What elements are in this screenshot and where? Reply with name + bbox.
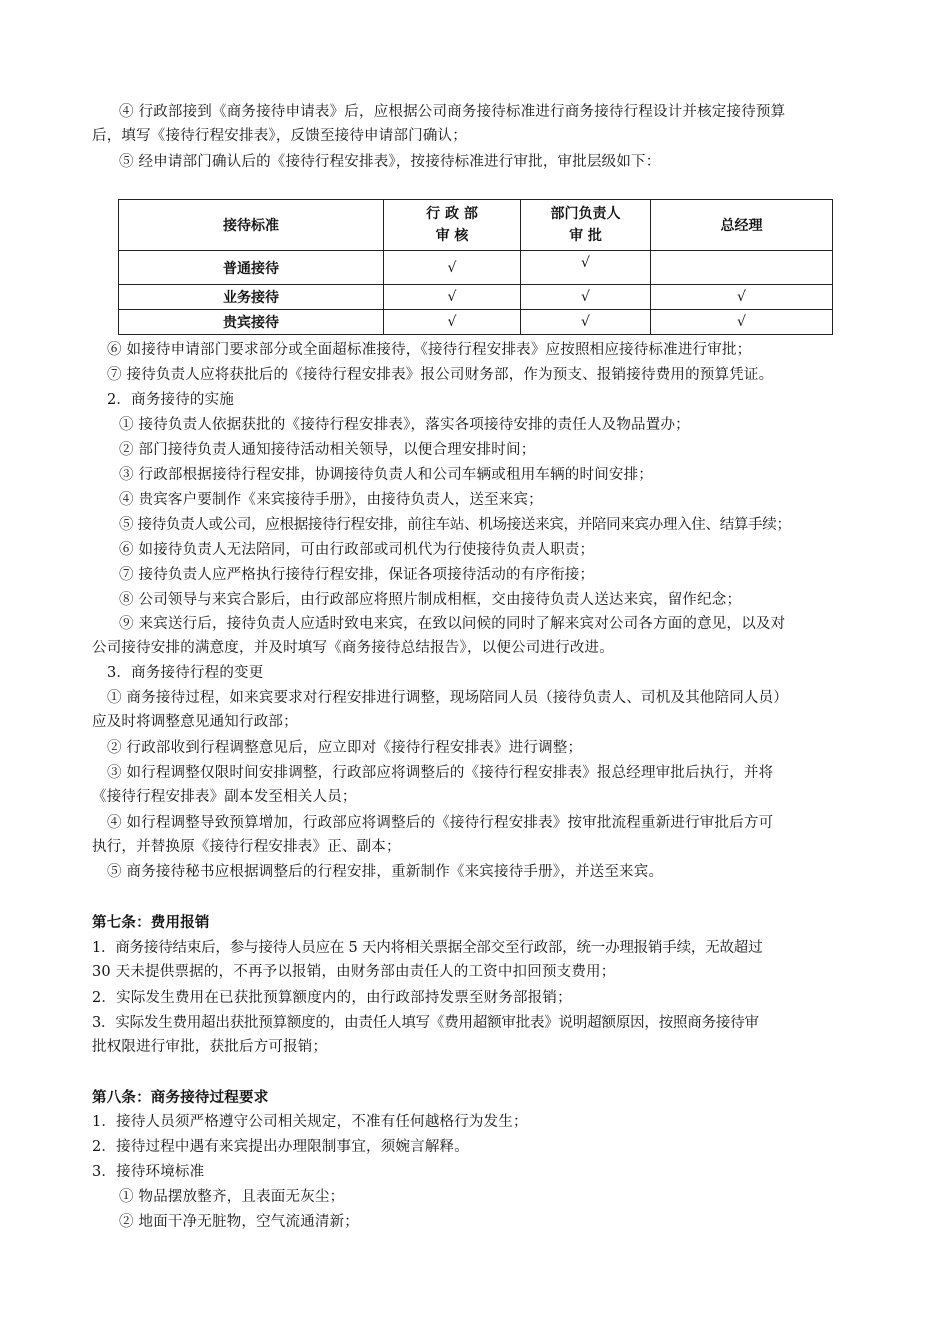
check-mark: √ [384,310,521,335]
check-mark [651,251,833,285]
check-mark: √ [651,285,833,310]
check-mark: √ [384,251,521,285]
list-item: ① 商务接待过程，如来宾要求对行程安排进行调整，现场陪同人员（接待负责人、司机及其他陪同人员） [107,690,789,706]
list-item: ⑨ 来宾送行后，接待负责人应适时致电来宾，在致以问候的同时了解来宾对公司各方面的意见，以及对 [119,616,786,632]
check-mark: √ [521,285,651,310]
list-item: 3．接待环境标准 [92,1164,205,1180]
list-item: ② 地面干净无脏物，空气流通清新； [119,1214,360,1230]
list-item: ④ 贵宾客户要制作《来宾接待手册》，由接待负责人，送至来宾； [119,492,543,508]
article-7-title: 第七条：费用报销 [92,915,210,931]
table-row [119,251,833,285]
check-mark: √ [521,251,651,285]
section-2-title: 2．商务接待的实施 [107,392,235,408]
list-item: ② 部门接待负责人通知接待活动相关领导，以便合理安排时间； [119,442,536,458]
header-dept-line2: 审 批 [569,228,602,244]
list-item: ⑤ 接待负责人或公司，应根据接待行程安排，前往车站、机场接送来宾，并陪同来宾办理入住、结算手续； [119,517,791,533]
list-item-continuation: 应及时将调整意见通知行政部； [92,714,298,730]
list-item: 2．接待过程中遇有来宾提出办理限制事宜，须婉言解释。 [92,1139,469,1155]
list-item: ③ 行政部根据接待行程安排，协调接待负责人和公司车辆或租用车辆的时间安排； [119,467,654,483]
paragraph-7: ⑦ 接待负责人应将获批后的《接待行程安排表》报公司财务部，作为预支、报销接待费用的预算凭证。 [107,367,774,383]
list-item: ⑤ 商务接待秘书应根据调整后的行程安排，重新制作《来宾接待手册》，并送至来宾。 [107,864,664,880]
table-row [119,285,833,310]
list-item: 1．接待人员须严格遵守公司相关规定，不准有任何越格行为发生； [92,1114,528,1130]
list-item: 1．商务接待结束后，参与接待人员应在 5 天内将相关票据全部交至行政部，统一办理报销手续，无故超过 [92,940,763,956]
list-item: ⑥ 如接待负责人无法陪同，可由行政部或司机代为行使接待负责人职责； [119,542,595,558]
list-item-continuation: 批权限进行审批，获批后方可报销； [92,1039,328,1055]
list-item: ② 行政部收到行程调整意见后，应立即对《接待行程安排表》进行调整； [107,740,583,756]
article-8-title: 第八条：商务接待过程要求 [92,1090,269,1106]
list-item: ③ 如行程调整仅限时间安排调整，行政部应将调整后的《接待行程安排表》报总经理审批后执行，并将 [107,765,774,781]
header-gm: 总经理 [651,200,833,251]
list-item: ① 接待负责人依据获批的《接待行程安排表》，落实各项接待安排的责任人及物品置办； [119,417,690,433]
header-admin [384,200,521,251]
approval-level-table [118,199,833,335]
list-item: ④ 如行程调整导致预算增加，行政部应将调整后的《接待行程安排表》按审批流程重新进行审批后方可 [107,815,774,831]
table-header-row [119,200,833,251]
header-admin-line2: 审 核 [435,228,469,244]
list-item-continuation: 《接待行程安排表》副本发至相关人员； [92,789,357,805]
check-mark: √ [521,310,651,335]
paragraph-5: ⑤ 经申请部门确认后的《接待行程安排表》，按接待标准进行审批，审批层级如下： [119,154,661,170]
list-item: ⑧ 公司领导与来宾合影后，由行政部应将照片制成相框，交由接待负责人送达来宾，留作纪念； [119,592,742,608]
list-item: ⑦ 接待负责人应严格执行接待行程安排，保证各项接待活动的有序衔接； [119,567,595,583]
list-item: 3．实际发生费用超出获批预算额度的，由责任人填写《费用超额审批表》说明超额原因，按照商务接待审 [92,1015,759,1031]
header-dept-line1: 部门负责人 [550,206,621,222]
row-label: 普通接待 [119,251,384,285]
check-mark: √ [651,310,833,335]
paragraph-4-line1: ④ 行政部接到《商务接待申请表》后，应根据公司商务接待标准进行商务接待行程设计并核定接待预算 [119,104,786,120]
row-label: 贵宾接待 [119,310,384,335]
list-item: ① 物品摆放整齐，且表面无灰尘； [119,1189,345,1205]
list-item-continuation: 公司接待安排的满意度，并及时填写《商务接待总结报告》，以便公司进行改进。 [92,640,614,656]
section-3-title: 3．商务接待行程的变更 [107,665,264,681]
list-item-continuation: 30 天未提供票据的，不再予以报销，由财务部由责任人的工资中扣回预支费用； [92,964,616,980]
check-mark: √ [384,285,521,310]
row-label: 业务接待 [119,285,384,310]
paragraph-4-line2: 后，填写《接待行程安排表》，反馈至接待申请部门确认； [92,128,467,144]
list-item-continuation: 执行，并替换原《接待行程安排表》正、副本； [92,839,401,855]
header-admin-line1: 行 政 部 [426,206,478,222]
header-dept [521,200,651,251]
table-row [119,310,833,335]
list-item: 2．实际发生费用在已获批预算额度内的，由行政部持发票至财务部报销； [92,990,572,1006]
paragraph-6: ⑥ 如接待申请部门要求部分或全面超标准接待，《接待行程安排表》应按照相应接待标准进行审批； [107,342,752,358]
header-standard: 接待标准 [119,200,384,251]
